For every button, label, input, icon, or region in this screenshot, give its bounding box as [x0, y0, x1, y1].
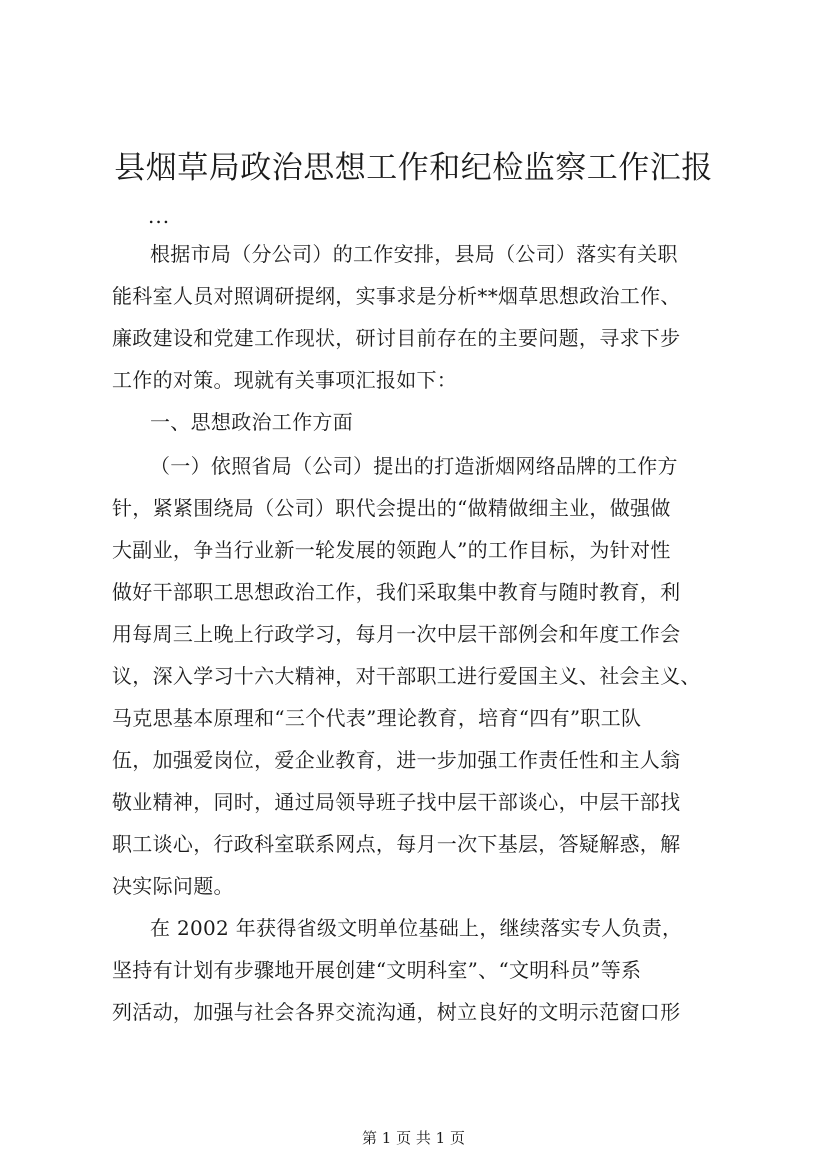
body-line: 列活动，加强与社会各界交流沟通，树立良好的文明示范窗口形: [112, 1000, 681, 1024]
body-line: 针，紧紧围绕局（公司）职代会提出的“做精做细主业，做强做: [112, 496, 671, 520]
section-heading: 一、思想政治工作方面: [150, 410, 353, 434]
body-line: 大副业，争当行业新一轮发展的领跑人”的工作目标，为针对性: [112, 538, 671, 562]
document-title: 县烟草局政治思想工作和纪检监察工作汇报: [114, 150, 713, 186]
body-line: 做好干部职工思想政治工作，我们采取集中教育与随时教育，利: [112, 580, 681, 604]
body-line: 能科室人员对照调研提纲，实事求是分析**烟草思想政治工作、: [112, 284, 681, 308]
title-ellipsis: ...: [148, 204, 171, 228]
body-line: 马克思基本原理和“三个代表”理论教育，培育“四有”职工队: [112, 706, 642, 730]
page-footer: 第 1 页 共 1 页: [362, 1129, 465, 1147]
body-line: 廉政建设和党建工作现状，研讨目前存在的主要问题，寻求下步: [112, 326, 681, 350]
body-line: 用每周三上晚上行政学习，每月一次中层干部例会和年度工作会: [112, 622, 681, 646]
body-line: 工作的对策。现就有关事项汇报如下：: [112, 368, 458, 392]
body-line: 决实际问题。: [112, 874, 234, 898]
body-line: 议，深入学习十六大精神，对干部职工进行爱国主义、社会主义、: [112, 664, 701, 688]
body-line: 根据市局（分公司）的工作安排，县局（公司）落实有关职: [150, 242, 678, 266]
body-line: 坚持有计划有步骤地开展创建“文明科室”、“文明科员”等系: [112, 958, 642, 982]
body-line: 在 2002 年获得省级文明单位基础上，继续落实专人负责，: [150, 916, 683, 940]
body-line: 职工谈心，行政科室联系网点，每月一次下基层，答疑解惑，解: [112, 832, 681, 856]
body-line: 伍，加强爱岗位，爱企业教育，进一步加强工作责任性和主人翁: [112, 748, 681, 772]
body-line: （一）依照省局（公司）提出的打造浙烟网络品牌的工作方: [150, 454, 678, 478]
body-line: 敬业精神，同时，通过局领导班子找中层干部谈心，中层干部找: [112, 790, 681, 814]
